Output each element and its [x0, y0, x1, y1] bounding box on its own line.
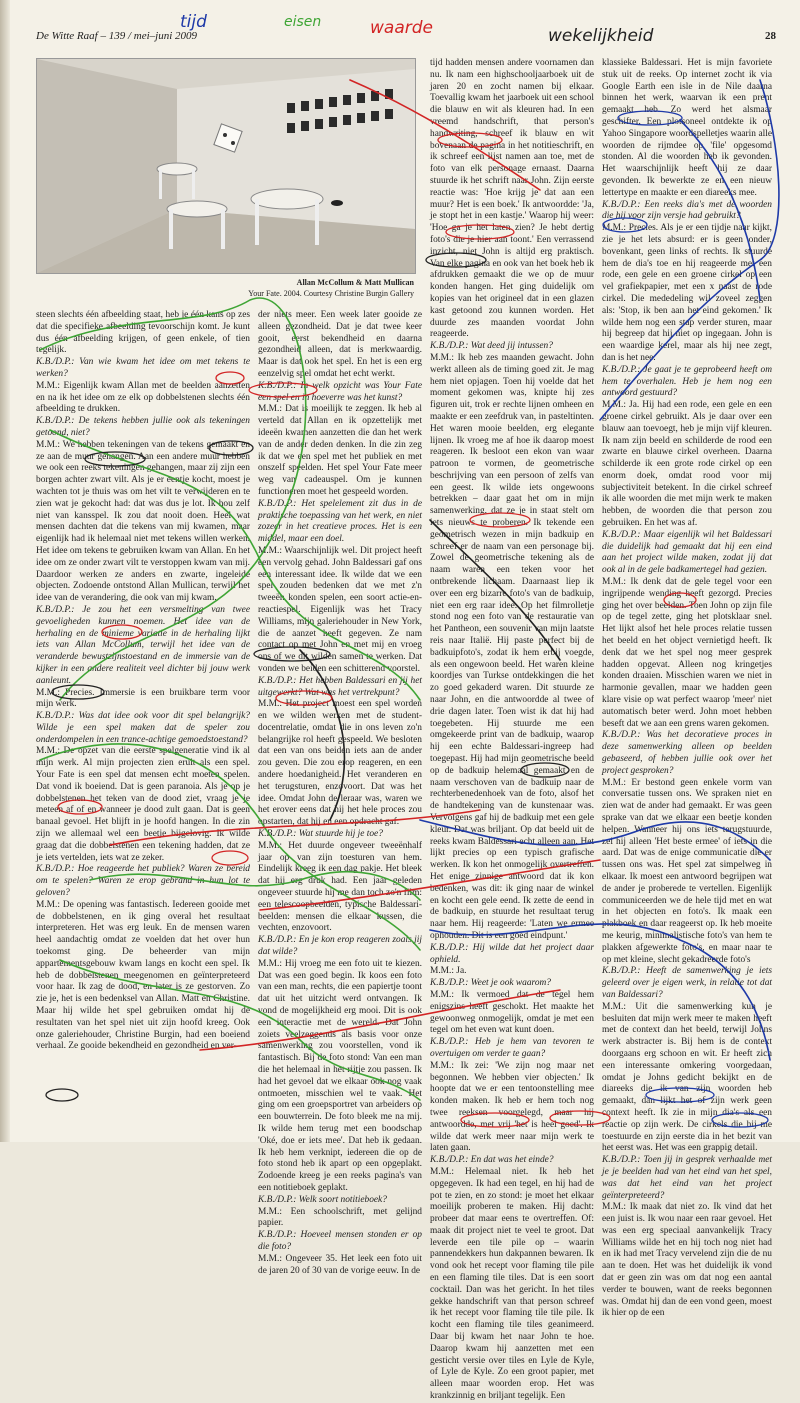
article-paragraph: steen slechts één afbeelding staat, heb je één kans op zes dat die specifieke afbeelding tevoorschijn komt. Je kunt dus één afbeelding krijgen, of geen enkele, of tien tegelijk.	[36, 310, 250, 356]
article-paragraph: M.M.: Een schoolschrift, met gelijnd papier.	[258, 1206, 422, 1229]
text-column-3	[430, 58, 594, 1402]
page-number: 28	[765, 30, 776, 42]
article-paragraph: M.M.: Uit die samenwerking kun je besluiten dat mijn werk meer te maken heeft met de context dan het beeld, terwijl Johns werk abstracter is. Bij hem is de context doorgaans erg schoon en wit. Er heeft zich een interessante omkering voorgedaan, omdat je Johns gedicht bekijkt en de diareeks die ik van zijn woorden heb gemaakt, dan lijkt het of zijn werk geen context heeft. Ik zie in mijn dia's als een reactie op zijn werk. De cirkels die hij me toestuurde en zijn eerste dia in het bezit van het eerst was. Het was een grappig detail.	[602, 1001, 772, 1154]
article-paragraph: K.B./D.P.: Je zou het een versmelting van twee gevoeligheden kunnen noemen. Het idee van de herhaling en de minieme variatie in de herhaling lijkt iets van Allan McCollum, terwijl het idee van de veranderde bewustzijnstoestand en de immersie van de kijker in een andere realiteit veel dichter bij jouw werk aanleunt.	[36, 604, 250, 686]
article-paragraph: M.M.: Waarschijnlijk wel. Dit project heeft een vervolg gehad. John Baldessari gaf ons een interessant idee. Ik wilde dat we een spel zouden bedenken dat we met z'n tweeën konden spelen, een soort actie-en-reactiespel. Eigenlijk was het Tracy Williams, mijn galeriehouder in New York, die de aanzet heeft gegeven. Ze nam contact op met John en met mij en vroeg ons of we dit wilden samen te werken. Dat vonden we beiden een schitterend voorstel.	[258, 545, 422, 674]
annotation-label-tijd: tijd	[180, 12, 207, 32]
article-paragraph: M.M.: We hebben tekeningen van de tekens gemaakt en ze aan de muur gehangen. Aan een andere muur hebben we ook een reeks tekeningen gehangen, maar zij zijn een borgen achter zwart vilt. Als je er eentje kocht, moest je wachten tot je thuis was om het vilt te verwijderen en te zien wat je gekocht had: dat was dus je lot. Ik hou zelf niet van kansspel. Ik zou dat nooit doen. Heel wat mensen dachten dat die tekens van mij kwamen, maar eigenlijk had ik helemaal niet met tekens willen werken. Het idee om tekens te gebruiken kwam van Allan. En het idee om ze onder zwart vilt te verstoppen kwam van mij. Daardoor werken ze anders en zwarte, ingeleide objecten. Zodoende ontstond Allan Mullican, terwijl het idee van de verandering, die ook van mij kwam.	[36, 439, 250, 604]
article-paragraph: K.B./D.P.: De tekens hebben jullie ook als tekeningen getoond, niet?	[36, 416, 250, 438]
article-paragraph: klassieke Baldessari. Het is mijn favoriete stuk uit de reeks. Op internet zocht ik via Google Earth een isle in de Nile daarna binnen het werk, waarvan ik een prent gemaakt heb. Zo werd het alsmaar geschifter. Een plotsoneel ontdekte ik op Yahoo Singapore woordspelletjes waarin alle woorden de rijmdee op 'file' opgesomd stonden. Al die woorden heb ik gevonden. Het waarschijnlijk heeft hij ze daar gevonden. Ik bewerkte ze en een nieuw lettertype en maakte er een diareeks mee.	[602, 58, 772, 198]
gallery-photo-drawing	[37, 59, 415, 273]
article-paragraph: K.B./D.P.: Toen jij in gesprek verhaalde met je je beelden had van het eind van het spel, was dat het eind van het project geïnterpreteerd?	[602, 1155, 772, 1201]
article-paragraph: M.M.: De opening was fantastisch. Iedereen gooide met de dobbelstenen, en ik ging overal het resultaat interpreteren. Het was erg leuk. En de mensen waren heel aandachtig omdat ze voelden dat het over hun toekomst ging. De beheerder van mijn appartementsgebouw kwam langs en kocht een spel. Ik heb de dobbelstenen meegenomen en geïnterpreteerd voor haar. Ik zag de dood, en later is ze gestorven. Zo zie je, het is een bedenksel van Allan. Matt en Christine. Maar hij wilde het spel gebruiken omdat hij de resultaten van het spel niet uit zijn hoofd kreeg. Ook onze galeriehouder, Christine Burgin, had een boeiend verhaal. Ze gooide bekendheid en gezondheid en ver-	[36, 899, 250, 1052]
article-paragraph: K.B./D.P.: Wat deed jij intussen?	[430, 341, 553, 352]
article-paragraph: M.M.: Ik vermoed dat de tegel hem enigszins heeft geschokt. Het maakte het gewoonweg onmogelijk, omdat je met een tegel om het even wat kunt doen.	[430, 989, 594, 1036]
caption-title: Allan McCollum & Matt Mullican	[296, 278, 414, 287]
article-paragraph: M.M.: Ik denk dat de gele tegel voor een ingrijpende wending heeft gezorgd. Precies ging het over beelden. Toen John op zijn file op de tegel zette, ging het plotsklaar snel. Het lijkt alsof het hele proces relatie tussen het beeld en het object vernietigd heeft. Ik denk dat we het spel nog meer gesprek hadden opgevat. Alleen nog kringetjes konden draaien. Misschien waren we niet in harmonie gevallen, maar we hadden geen klare visie op wat perfect waarop 'meer' niet automatisch beter werd. John moet hebben beseft dat we aan een grens waren gekomen.	[602, 577, 772, 729]
article-paragraph: M.M.: Helemaal niet. Ik heb het opgegeven. Ik had een tegel, en hij had de pot te zien, en zo stond: je moet het elkaar moeilijk proberen te maken. Hij dacht: probeer dat maar eens te overtreffen. Of: maak dit project niet te veel te groot. Dat leverde een tile pile op – waarin pannendekkers hun dakpannen bewaren. Ik vond ook het recept voor flaming tile pile en een flaming tile tiles. Dat is een soort cocktail. Dan was het gericht. In het tiles gekke handschrift van that person schreef ik het recept voor flaming tile tile pile. Ik kocht een flaming tile tiles geanimeerd. Daar bij kwam het naar John te hoe. Daarop kwam hij aanzetten met een gesticht versie over tiles en Lyle de Kyle, of Lyle de Kyle. Zo een groot papier, met alleen maar woorden erop. Het was krankzinnig en briljant tegelijk. Een	[430, 1166, 594, 1402]
article-paragraph: K.B./D.P.: Je gaat je te geprobeerd heeft om hem te overhalen. Heb je hem nog een antwoord gestuurd?	[602, 364, 772, 399]
article-paragraph: M.M.: Ik zei: 'We zijn nog maar net begonnen. We hebben vier objecten.' Ik hoopte dat we er een tentoonstelling mee konden maken. Ik heb er hem toch nog twee reeksen voorgelegd, maar hij antwoordde, met vrij 'het is heel goed'. Ik wilde dat werk meer naar mijn werk te laten gaan.	[430, 1060, 594, 1154]
article-paragraph: K.B./D.P.: Welk soort notitieboek?	[258, 1194, 387, 1205]
article-paragraph: M.M.: Ja. Hij had een rode, een gele en een groene cirkel gebruikt. Als je daar over een blauw aan toevoegt, heb je mijn vijf kleuren. Ik nam zijn beeld en schilderde de rood een zwarte en blauwe cirkel overheen. Daarna schilderde ik een grote rode cirkel op een enorm doek, omdat rood voor mij subjectiviteit betekent. In die cirkel schreef ik alle woorden die met mijn werk te maken hebben, de woorden die that person zou gebruiken. En het was af.	[602, 400, 772, 529]
artwork-photo	[36, 58, 416, 274]
article-paragraph: K.B./D.P.: Weet je ook waarom?	[430, 978, 551, 989]
article-paragraph: M.M.: Ik maak dat niet zo. Ik vind dat het een juist is. Ik wou naar een raar gevoel. Het was een erg speciaal aanvankelijk Tracy Williams wilde het en hij toch nog niet had en ik had met Tracy vervelend zijn die de nu aan te doen. Het was het duidelijk ik vond dat er geen zin was om dat nog een aantal verder te bouwen, want de reeks begonnen was. Omdat hij dan de een vond geen, moest ik hier op de een	[602, 1202, 772, 1319]
article-paragraph: M.M.: Hij vroeg me een foto uit te kiezen. Dat was een goed begin. Ik koos een foto van een man, rechts, die een papiertje toont dat uit het uitzicht werd ontvangen. Ik vond de mogelijkheid erg mooi. Dit is ook een interactie met de wereld. Dat John zoiets veelzeggends als basis voor onze samenwerking zou voorstellen, vond ik fantastisch. Bij de foto stond: Van een man die het helemaal in het rijtje zou passen. Ik had het gevoel dat we elkaar ook nog vaak ontmoeten, misschien wel te vaak. Het ging om een groepsportret van arbeiders op een bouwterrein. De foto bleek me na mij. Ik wilde hem terug met een boodschap 'Oké, doe er iets mee'. Dat heb ik gedaan. Ik heb hem verknipt, iedereen die op de foto stond heb ik apart op een opgeplakt. Zodoende kreeg je een reeks pagina's van een notitieboek geplakt.	[258, 958, 422, 1193]
caption-credit: Your Fate. 2004. Courtesy Christine Burgin Gallery	[248, 289, 414, 298]
article-paragraph: K.B./D.P.: Heb je hem van tevoren te overtuigen om verder te gaan?	[430, 1037, 594, 1059]
article-paragraph: M.M.: Precies. Immersie is een bruikbare term voor mijn werk.	[36, 687, 250, 710]
article-paragraph: tijd hadden mensen andere voornamen dan nu. Ik nam een highschooljaarboek uit de jaren 20 en zocht namen bij elkaar. Toevallig kwam het jaarboek uit een school die blauw en wit als kleuren had. In een vreemd handschrift, that person's handwriting, schreef ik blauw en wit bovenaan de pagina in het notitieschrift, en ik schreef een lijst namen aan toe, met de foto van elk personage ernaast. Daarna stuurde ik het schrift naar John. Zijn eerste reactie was: 'Hoe krijg je dat aan een muur? Het is een boek.' Ik antwoordde: 'Ja, je stopt het in een kastje.' Waarop hij weer: 'Hoe ga je het laten zien? Je hebt dertig foto's die je hier aan toont.' Een verrassend inzicht, niet John is altijd erg praktisch. Van elke pagina en ook van het boek heb ik afdrukken gemaakt die we op de muur konden hangen. Het ging duidelijk om kopies van het origineel dat in een glazen kast getoond zou kunnen worden. Het duurde zes maanden voordat John reageerde.	[430, 58, 594, 340]
article-paragraph: K.B./D.P.: Heeft de samenwerking je iets geleerd over je eigen werk, in relatie tot dat van Baldessari?	[602, 966, 772, 1000]
page-binding-shadow	[0, 0, 10, 1142]
article-paragraph: M.M.: Dat is moeilijk te zeggen. Ik heb al verteld dat Allan en ik opzettelijk met ideeën kwamen aanzetten die dan het werk van de ander deden denken. In die zin zeg ik dat we een spel met het publiek en met onszelf speelden. Het spel Your Fate meer weg van cadeauspel. Om je kunnen functioneren moet het gespeeld worden.	[258, 404, 422, 497]
article-paragraph: M.M.: Ik heb zes maanden gewacht. John werkt alleen als de timing goed zit. Je mag hem niet opjagen. Toen hij voelde dat het moment gekomen was, knipte hij zes figuren uit, trok er rechte lijnen omheen en maakte er een zeefdruk van, in pasteltinten. Het waren mooie beelden, erg elegante lijnen. Ik vroeg me af hoe ik daarop moest reageren. Ik besloot een ekon van waar patroon te vormen, de geometrische beschrijving van een persoon of zelfs van een geest. Ik wilde iets ongewoons betrekken – daar gaat het om in mijn samenwerking, dat ze je in staat stelt om iets nieuws te proberen. Ik tekende een geometrisch wezen in mijn badkuip en schreef er de naam van een personage bij. Zowel de geometrische tekening als de naam waren een teken voor het ontbrekende lichaam. Daarnaast liep ik over een erg bizarre foto's van de badkuip, niet een erg raar idee. Op het filmrolletje stond nog een foto van de restauratie van het Pantheon, een souvenir van mijn laatste reis naar Italië. Hij paste perfect bij de badkuipfoto's, zodat ik hem erbij voegde, als een ongewoon beeld. Het waren kleine koordjes van Turkse ontdekkingen die het zo goed gekaderd waren. Dit stuurde ze naar John, en die antwoordde al twee of drie dagen later. Toen wist ik dat hij had toegebeten. Hij stuurde me een omgekeerde print van de badkuip, waarop hij een echte Baldessari-ingreep had toegepast. Hij had mijn geometrische beeld op de badkuip helemaal gemaakt en de naam verschoven van de badkuip naar de rechterbenedenhoek van de foto, alsof het de handtekening van de kunstenaar was. Vervolgens gaf hij de badkuip met een gele kleur. Dat was briljant. Op dat beeld uit de reeks kwam Baldessari echt alleen aan. Het lijkt precies op een typisch grafische werken. Ik kon het onmogelijk overtreffen. Het enige zinnige antwoord dat ik kon bedenken, was dit: ik ging naar de winkel en kocht een gele eend. Ik zette de eend in de badkuip, en stuurde het resultaat terug naar hem. Hij reageerde: 'Laten we ermee ophouden. Dit is een goed eindpunt.'	[430, 352, 594, 941]
photo-caption	[36, 277, 414, 299]
journal-header: De Witte Raaf – 139 / mei–juni 2009	[36, 30, 198, 42]
article-paragraph: K.B./D.P.: En je kon erop reageren zoals jij dat wilde?	[258, 935, 422, 958]
article-paragraph: der niets meer. Een week later gooide ze alleen gezondheid. Dat je dat twee keer gooit, eerst bekendheid en daarna gezondheid alleen, dat is merkwaardig. Maar is dat ook het spel. En het is een erg eenzelvig spel omdat het echt werkt.	[258, 310, 422, 379]
text-column-1	[36, 310, 250, 1120]
article-paragraph: K.B./D.P.: Was het decoratieve proces in deze samenwerking alleen op beelden gebaseerd, of hebben jullie ook over het project gesproken?	[602, 730, 772, 776]
article-paragraph: M.M.: Ja.	[430, 966, 467, 977]
annotation-label-wekelijkheid: wekelijkheid	[548, 26, 654, 46]
article-paragraph: M.M.: Er bestond geen enkele vorm van conversatie tussen ons. We spraken niet en zien wat de ander had gemaakt. Er was geen sprake van dat we elkaar een beetje konden helpen. Wanneer hij ons iets terugstuurde, zei hij alleen 'Het beste ermee' of iets in die aard. Dat was de enige communicatie die er tussen ons was. Het spel zat simpelweg in elkaar. Ik moest een antwoord begrijpen wat de ander je proberede te vertellen. Eigenlijk communiceerden we de hele tijd met en wat in het objecten en foto's. Ik maak een plakboek en daar reageerst op. Ik heb moeite me keurig, minimalistische foto's van hem te plakken afgewerkte foto's, en maar naar te op met kleine, slecht gekadreerde foto's	[602, 777, 772, 965]
article-paragraph: K.B./D.P.: Hoeveel mensen stonden er op die foto?	[258, 1230, 422, 1252]
article-paragraph: K.B./D.P.: Maar eigenlijk wil het Baldessari die duidelijk had gemaakt dat hij een eind aan het project wilde maken, zodat jij dat ook al in de gele badkamertegel had gezien.	[602, 529, 772, 576]
article-paragraph: M.M.: Ongeveer 35. Het leek een foto uit de jaren 20 of 30 van de vorige eeuw. In de	[258, 1253, 422, 1276]
article-paragraph: M.M.: Het project moest een spel worden en we wilden werken met de student-docentrelatie, omdat die in ons leven zo'n belangrijke rol heeft gespeeld. We besloten dat een van ons beiden iets aan de ander zou geven. Die zou erop reageren, en een andere hoedanigheid. Het veranderen en het terugsturen, enzovoort. Dat was het idee. Omdat John de leraar was, waren we het erover eens dat hij het hele proces zou opstarten, dat hij en een opdracht gaf.	[258, 699, 422, 828]
article-paragraph: M.M.: Eigenlijk kwam Allan met de beelden aanzetten en na ik het idee om ze elk op dobbelstenen slechts één afbeelding te drukken.	[36, 380, 250, 415]
article-paragraph: K.B./D.P.: Wat stuurde hij je toe?	[258, 829, 383, 840]
text-column-4	[602, 58, 772, 1319]
article-paragraph: K.B./D.P.: Hoe reageerde het publiek? Waren ze bereid om te spelen? Waren ze erop gebrand in hun lot te geloven?	[36, 864, 250, 899]
article-paragraph: M.M.: De opzet van die eerste spelgeneratie vind ik al mijn werk. Al mijn projecten zien eruit als een spel. Your Fate is een spel dat mensen echt moeten spelen. Dat vond ik boeiend. Dat is geen paranoia. Als je op je dobbelstenen het teken van de dood ziet, vraag je je meteen af of en wanneer je dood zult gaan. Dat is geen banaal gevoel. Het blijft in je hoofd hangen. In die zin zijn we allemaal wel een beetje bijgelovig. Ik wilde graag dat die dobbelstenen een tekening hadden, dat ze je iets vertelden, iets wat ze zeker.	[36, 746, 250, 863]
article-paragraph: K.B./D.P.: Het hebben Baldessari en jij het uitgewerkt? Wat was het vertrekpunt?	[258, 675, 422, 698]
article-paragraph: M.M.: Precies. Als je er een tijdje naar kijkt, zie je het lets absurd: er is geen onder, bovenkant, geen links of rechts. Ik stuurde hem de dia's toe en hij reageerde met een rode, een gele en een groene cirkel op een vel grafiekpapier, met een x naast de rode cirkel. Die mededeling wil zoveel zeggen als: 'Stop, ik ben aan het eind gekomen.' Ik wilde hem nog een stap verder sturen, maar hij begreep dat hij niet op ingegaan. John is een waardige kerel, maar als hij nee zegt, dan is het nee.	[602, 223, 772, 363]
article-paragraph: M.M.: Het duurde ongeveer tweeënhalf jaar op van zijn toesturen van hem. Eindelijk kreeg ik een dag pakje. Het bleek dat hij erg druk had. Een jaar geleden ongeveer stuurde hij me dan toch zo'n film: een telescoopbeelden, typische Baldessari-beelden: mensen die elkaar kussen, die vechten, enzovoort.	[258, 840, 422, 934]
article-paragraph: K.B./D.P.: Was dat idee ook voor dit spel belangrijk? Wilde je een spel maken dat de speler zou onderdompelen in een trance-achtige gemoedstoestand?	[36, 711, 250, 745]
annotation-label-waarde: waarde	[370, 18, 433, 38]
article-paragraph: K.B./D.P.: En dat was het einde?	[430, 1155, 554, 1166]
article-paragraph: K.B./D.P.: Van wie kwam het idee om met tekens te werken?	[36, 357, 250, 379]
article-paragraph: K.B./D.P.: Het spelelement zit dus in de praktische toepassing van het werk, en niet zozeer in het creatieve proces. Het is een middel, maar een doel.	[258, 498, 422, 545]
article-paragraph: K.B./D.P.: In welk opzicht was Your Fate een spel en in hoeverre was het kunst?	[258, 380, 422, 403]
text-column-2	[258, 310, 422, 1276]
annotation-label-eisen: eisen	[284, 14, 322, 30]
article-paragraph: K.B./D.P.: Hij wilde dat het project daar ophield.	[430, 942, 594, 965]
article-paragraph: K.B./D.P.: Een reeks dia's met de woorden die hij voor zijn versje had gebruikt?	[602, 199, 772, 222]
